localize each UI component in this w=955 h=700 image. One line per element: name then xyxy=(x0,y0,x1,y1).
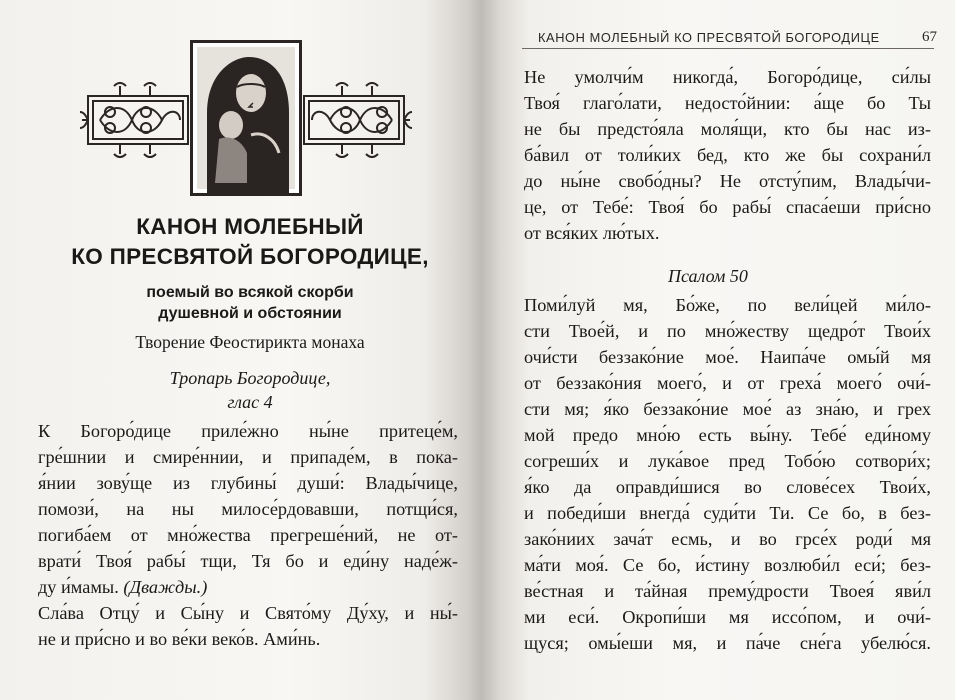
psalm-text-line: щуся; омы́еши мя, и па́че сне́га убелю́ся. xyxy=(524,633,931,653)
psalm-text-line: согреши́х и лука́вое пред Тобо́ю сотвори́х; xyxy=(524,451,931,471)
tropar-text-line-last xyxy=(38,574,458,600)
body-text-line: не бы предсто́яла моля́щи, кто бы нас из- xyxy=(524,119,931,139)
author-line: Творение Феостирикта монаха xyxy=(135,332,365,352)
psalm-text-line: мой предо мно́ю есть вы́ну. Тебе́ еди́ному xyxy=(524,425,931,445)
tropar-last-words: ду и́мамы. xyxy=(38,577,119,597)
tropar-heading-line-1: Тропарь Богородице, xyxy=(169,368,331,388)
tropar-text-line: я́нии зову́ще из глубины́ души́: Влады́чице, xyxy=(38,473,458,493)
body-text-line: от вся́ких лю́тых. xyxy=(524,223,660,243)
psalm-text-line: Поми́луй мя, Бо́же, по вели́цей ми́ло- xyxy=(524,295,931,315)
tropar-text-line: гре́шнии и смире́ннии, и припаде́м, в пока- xyxy=(38,447,458,467)
body-text-line: ба́вил от толи́ких бед, кто же бы сохрани́л xyxy=(524,145,931,165)
psalm-text-line: и победи́ши внегда́ суди́ти Ти. Се бо, в без- xyxy=(524,503,931,523)
right-scroll-ornament xyxy=(302,82,412,158)
page-number: 67 xyxy=(922,29,937,45)
psalm-text-line: от беззако́ния моего́, и от греха́ моего́ очи́- xyxy=(524,373,931,393)
right-page xyxy=(482,0,955,700)
psalm-text-line: сти мя; я́ко беззако́ние мое́ аз зна́ю, и грех xyxy=(524,399,931,419)
body-text-line: до ны́не свобо́дны? Не отсту́пим, Влады́чи- xyxy=(524,171,931,191)
tropar-text-line: помози́, на ны милосе́рдовавши, потщи́ся, xyxy=(38,499,458,519)
canon-title-line-1: КАНОН МОЛЕБНЫЙ xyxy=(136,214,364,239)
canon-title-line-2: КО ПРЕСВЯТОЙ БОГОРОДИЦЕ, xyxy=(71,244,429,269)
glory-text-line: не и при́сно и во ве́ки веко́в. Ами́нь. xyxy=(38,629,321,649)
psalm-text-line: зако́ниих зача́т есмь, и во грсе́х роди́ мя xyxy=(524,529,931,549)
tropar-text-line: врати́ Твоя́ рабы́ тщи, Тя бо и еди́ну наде́ж- xyxy=(38,551,458,571)
body-text-line: Твоя́ глаго́лати, недосто́йнии: а́ще бо Ты xyxy=(524,93,931,113)
psalm-text-line: ма́ти моя́. Се бо, и́стину возлюби́л еси́; без- xyxy=(524,555,931,575)
left-scroll-ornament xyxy=(80,82,190,158)
psalm-heading: Псалом 50 xyxy=(668,266,748,286)
body-text-line: Не умолчи́м никогда́, Богоро́дице, си́лы xyxy=(524,67,931,87)
psalm-text-line: я́ко да оправди́шися во слове́сех Твои́х, xyxy=(524,477,931,497)
running-header: КАНОН МОЛЕБНЫЙ КО ПРЕСВЯТОЙ БОГОРОДИЦЕ xyxy=(538,30,880,45)
psalm-text-line: сти Твое́й, и по мно́жеству щедро́т Твои́х xyxy=(524,321,931,341)
psalm-text-line: ве́стная и та́йная прему́дрости Твоея́ яви́л xyxy=(524,581,931,601)
twice-note: (Дважды.) xyxy=(123,577,208,597)
psalm-text-line: ми еси́. Окропи́ши мя иссо́пом, и очи́- xyxy=(524,607,931,627)
tropar-text-line: погиба́ем от мно́жества прегреше́ний, не от- xyxy=(38,525,458,545)
canon-subtitle-line-1: поемый во всякой скорби xyxy=(146,284,354,301)
glory-text-line: Сла́ва Отцу́ и Сы́ну и Свято́му Ду́ху, и ны́- xyxy=(38,603,458,623)
canon-subtitle-line-2: душевной и обстоянии xyxy=(158,305,342,322)
tropar-text-line: К Богоро́дице приле́жно ны́не притеце́м, xyxy=(38,421,458,441)
theotokos-icon xyxy=(190,40,302,196)
body-text-line: це, от Тебе́: Твоя́ бо рабы́ спаса́еши при́сно xyxy=(524,197,931,217)
header-rule xyxy=(522,48,934,49)
psalm-text-line: очи́сти беззако́ние мое́. Наипа́че омы́й мя xyxy=(524,347,931,367)
header-ornament xyxy=(80,40,412,200)
tropar-heading-line-2: глас 4 xyxy=(227,392,273,412)
